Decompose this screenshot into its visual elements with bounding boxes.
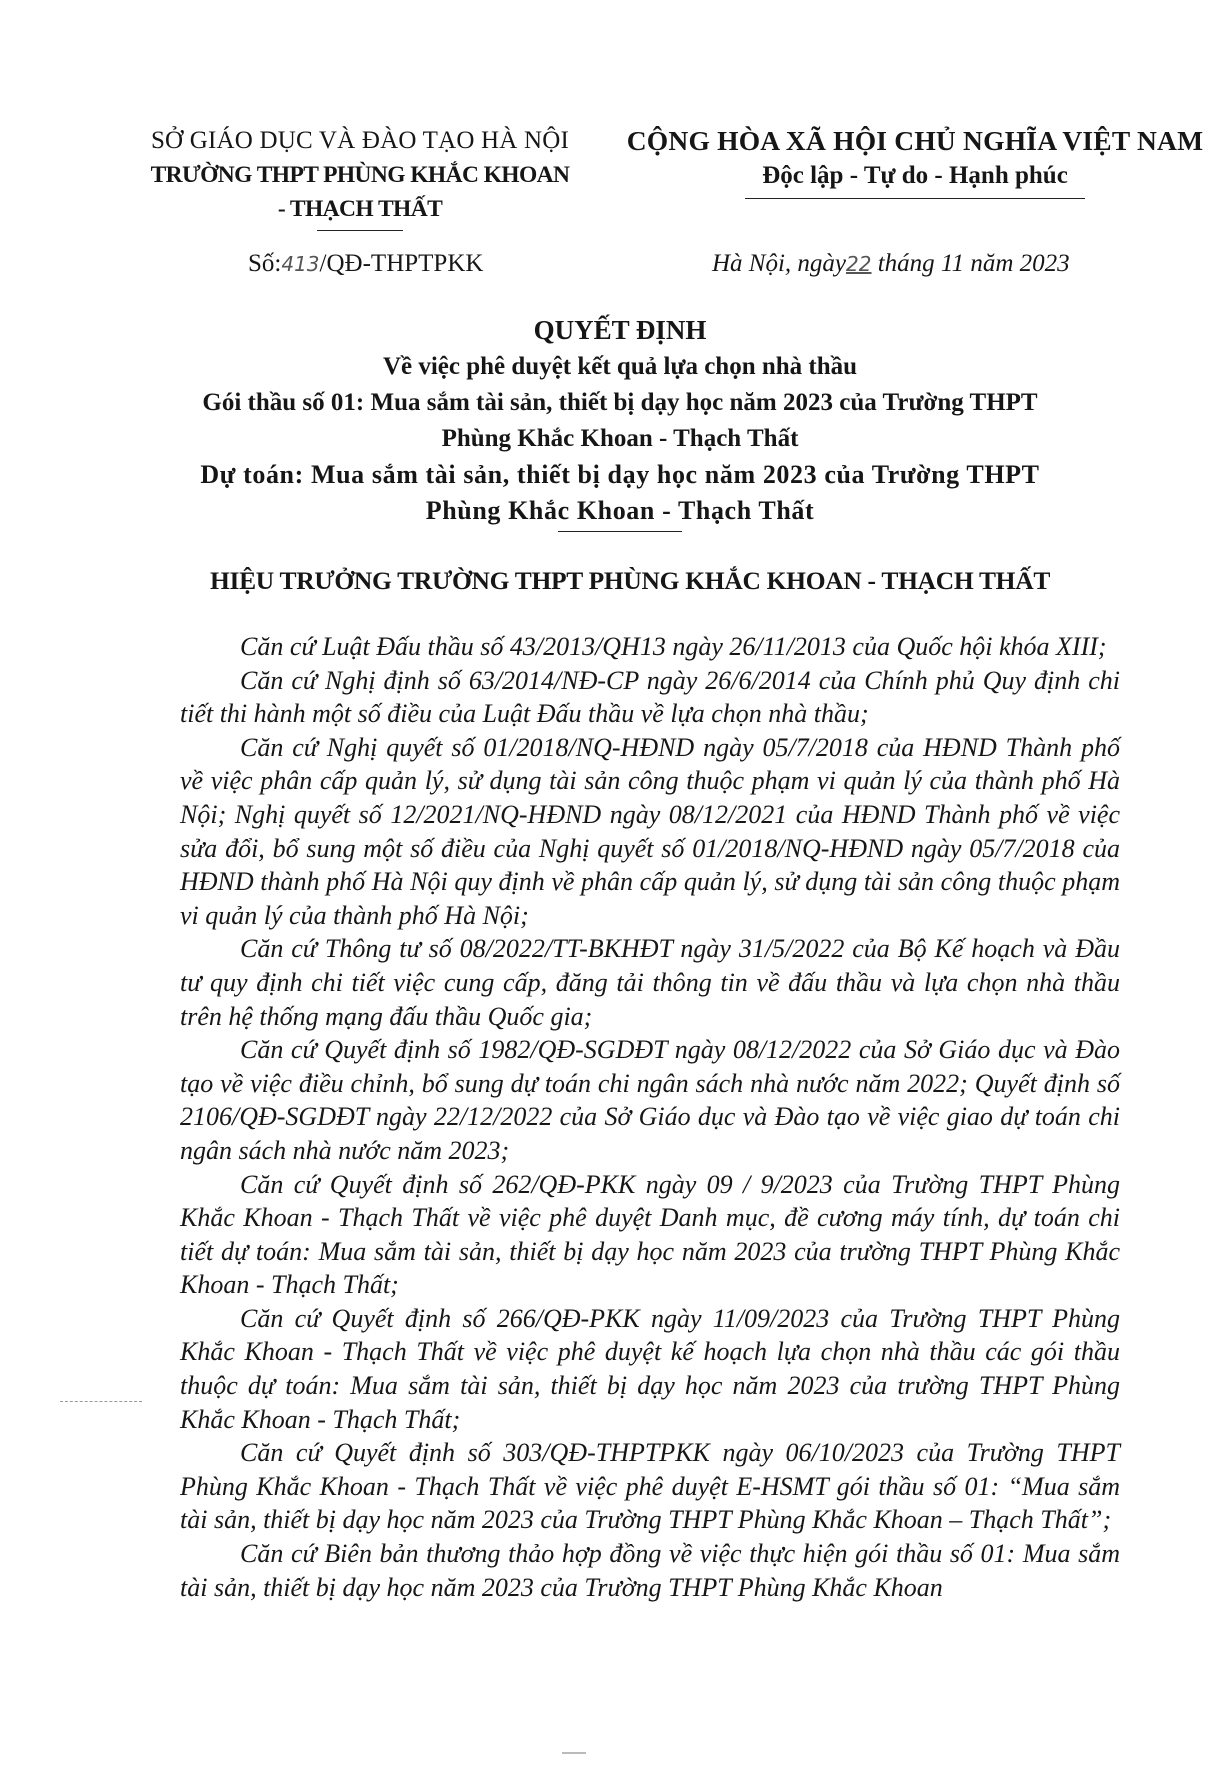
title-underline [558, 531, 682, 532]
legal-basis-paragraph: Căn cứ Quyết định số 262/QĐ-PKK ngày 09 / 9/2023 của Trường THPT Phùng Khắc Khoan - Thạch Thất về việc phê duyệt Danh mục, đề cương máy tính, dự toán chi tiết dự toán: Mua sắm tài sản, thiết bị dạy học năm 2023 của trường THPT Phùng Khắc Khoan - Thạch Thất; [180, 1169, 1120, 1300]
document-number-suffix: /QĐ-THPTPKK [319, 250, 484, 277]
legal-basis-paragraph: Căn cứ Luật Đấu thầu số 43/2013/QH13 ngày 26/11/2013 của Quốc hội khóa XIII; [240, 632, 1107, 661]
document-number-handwritten: 413 [281, 252, 320, 276]
decision-title: QUYẾT ĐỊNH [533, 315, 707, 345]
legal-basis-paragraph: Căn cứ Quyết định số 1982/QĐ-SGDĐT ngày 08/12/2022 của Sở Giáo dục và Đào tạo về việc điều chỉnh, bổ sung dự toán chi ngân sách nhà nước năm 2022; Quyết định số 2106/QĐ-SGDĐT ngày 22/12/2022 của Sở Giáo dục và Đào tạo về việc giao dự toán chi ngân sách nhà nước năm 2023; [180, 1035, 1120, 1165]
document-number-prefix: Số: [248, 250, 282, 277]
nation-name: CỘNG HÒA XÃ HỘI CHỦ NGHĨA VIỆT NAM [626, 125, 1204, 156]
estimate-line-2: Phùng Khắc Khoan - Thạch Thất [425, 496, 815, 525]
package-line-2: Phùng Khắc Khoan - Thạch Thất [441, 425, 799, 452]
issuer-header [140, 124, 580, 231]
national-header [620, 124, 1210, 199]
decision-title-block [150, 312, 1090, 532]
school-name-line2: - THẠCH THẤT [277, 196, 443, 222]
legal-basis-paragraph: Căn cứ Quyết định số 266/QĐ-PKK ngày 11/09/2023 của Trường THPT Phùng Khắc Khoan - Thạch Thất về việc phê duyệt kế hoạch lựa chọn nhà thầu các gói thầu thuộc dự toán: Mua sắm tài sản, thiết bị dạy học năm 2023 của trường THPT Phùng Khắc Khoan - Thạch Thất; [180, 1303, 1120, 1434]
legal-basis-paragraph: Căn cứ Nghị quyết số 01/2018/NQ-HĐND ngày 05/7/2018 của HĐND Thành phố về việc phân cấp quản lý, sử dụng tài sản công thuộc phạm vi quản lý của thành phố Hà Nội; Nghị quyết số 12/2021/NQ-HĐND ngày 08/12/2021 của HĐND Thành phố về việc sửa đổi, bổ sung một số điều của Nghị quyết số 01/2018/NQ-HĐND ngày 05/7/2018 của HĐND thành phố Hà Nội quy định về phân cấp quản lý, sử dụng tài sản công thuộc phạm vi quản lý của thành phố Hà Nội; [180, 732, 1120, 930]
legal-basis-section [180, 630, 1120, 1604]
school-name-line1: TRƯỜNG THPT PHÙNG KHẮC KHOAN [150, 162, 570, 188]
package-line-1: Gói thầu số 01: Mua sắm tài sản, thiết bị dạy học năm 2023 của Trường THPT [202, 389, 1038, 416]
bottom-scan-mark [562, 1752, 586, 1754]
ministry-name: SỞ GIÁO DỤC VÀ ĐÀO TẠO HÀ NỘI [150, 127, 570, 154]
issuing-authority: HIỆU TRƯỞNG TRƯỜNG THPT PHÙNG KHẮC KHOAN - THẠCH THẤT [209, 566, 1051, 595]
legal-basis-paragraph: Căn cứ Nghị định số 63/2014/NĐ-CP ngày 26/6/2014 của Chính phủ Quy định chi tiết thi hành một số điều của Luật Đấu thầu về lựa chọn nhà thầu; [180, 665, 1120, 729]
decision-subject: Về việc phê duyệt kết quả lựa chọn nhà thầu [382, 353, 858, 380]
document-date-day-handwritten: 22 [846, 252, 872, 276]
document-date-suffix: tháng 11 năm 2023 [877, 250, 1070, 277]
issuer-underline [317, 230, 403, 231]
national-motto: Độc lập - Tự do - Hạnh phúc [762, 162, 1068, 189]
legal-basis-paragraph: Căn cứ Quyết định số 303/QĐ-THPTPKK ngày 06/10/2023 của Trường THPT Phùng Khắc Khoan - Thạch Thất về việc phê duyệt E-HSMT gói thầu số 01: “Mua sắm tài sản, thiết bị dạy học năm 2023 của Trường THPT Phùng Khắc Khoan – Thạch Thất”; [180, 1438, 1120, 1535]
motto-underline [745, 198, 1085, 199]
legal-basis-paragraph: Căn cứ Biên bản thương thảo hợp đồng về việc thực hiện gói thầu số 01: Mua sắm tài sản, thiết bị dạy học năm 2023 của Trường THPT Phùng Khắc Khoan [180, 1539, 1120, 1602]
edge-scan-mark [1213, 1438, 1223, 1502]
document-date [712, 250, 1070, 278]
margin-scan-mark [60, 1401, 142, 1402]
document-date-prefix: Hà Nội, ngày [712, 250, 847, 277]
document-number [248, 250, 483, 278]
estimate-line-1: Dự toán: Mua sắm tài sản, thiết bị dạy học năm 2023 của Trường THPT [200, 460, 1040, 489]
legal-basis-paragraph: Căn cứ Thông tư số 08/2022/TT-BKHĐT ngày 31/5/2022 của Bộ Kế hoạch và Đầu tư quy định chi tiết việc cung cấp, đăng tải thông tin về đấu thầu và lựa chọn nhà thầu trên hệ thống mạng đấu thầu Quốc gia; [180, 934, 1120, 1031]
